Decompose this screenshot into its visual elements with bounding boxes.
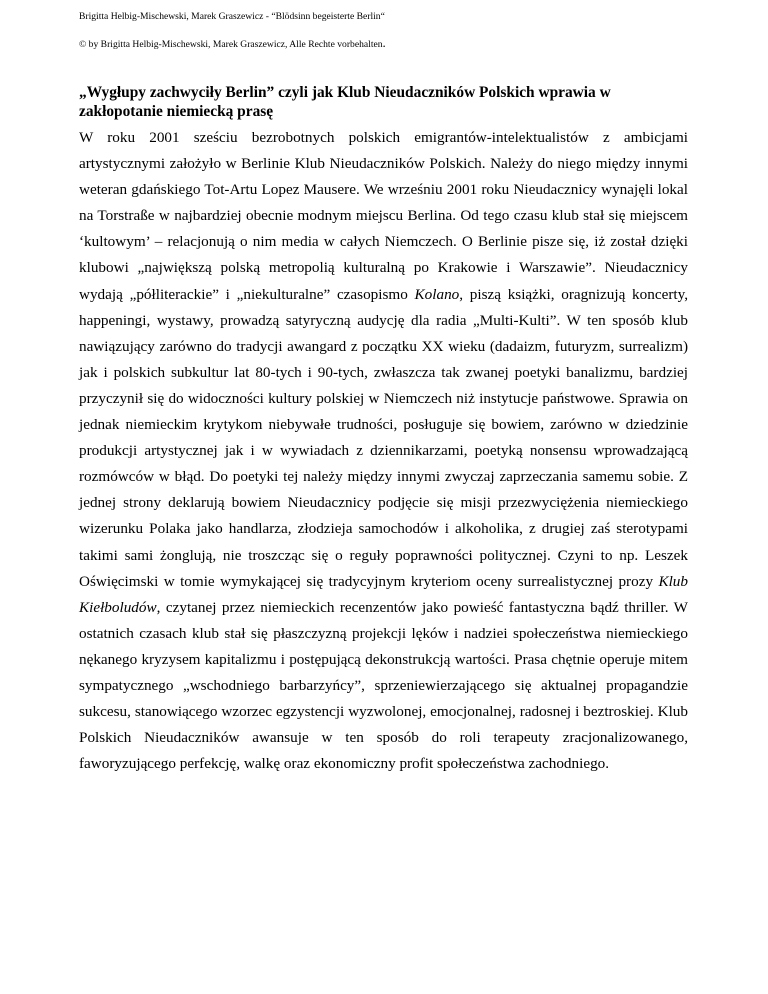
book-title-klub-kielboludow: Klub Kiełboludów xyxy=(79,572,688,616)
copyright-period: . xyxy=(382,35,386,50)
article-body xyxy=(79,125,688,777)
body-text-part-1: W roku 2001 sześciu bezrobotnych polskich emigrantów-intelektualistów z ambicjami artystycznymi założyło w Berlinie Klub Nieudaczników Polskich. Należy do niego między innymi weteran gdańskiego Tot-Artu Lopez Mausere. We wrześniu 2001 roku Nieudacznicy wynajęli lokal na Torstraße w najbardziej obecnie modnym miejscu Berlina. Od tego czasu klub stał się miejscem ‘kultowym’ – relacjonują o nim media w całych Niemczech. O Berlinie pisze się, iż został dzięki klubowi „największą polską metropolią kulturalną po Krakowie i Warszawie”. Nieudacznicy wydają „półliterackie” i „niekulturalne” czasopismo xyxy=(79,129,688,303)
copyright-text: © by Brigitta Helbig-Mischewski, Marek Graszewicz, Alle Rechte vorbehalten xyxy=(79,39,383,50)
copyright-header xyxy=(79,37,386,51)
body-text-part-3: , czytanej przez niemieckich recenzentów jako powieść fantastyczna bądź thriller. W ostatnich czasach klub stał się płaszczyzną projekcji lęków i nadziei społeczeństwa niemieckiego nękanego kryzysem kapitalizmu i postępującą dekonstrukcją wartości. Prasa chętnie operuje mitem sympatycznego „wschodniego barbarzyńcy”, sprzeniewierzającego się aktualnej propagandzie sukcesu, stanowiącego wzorzec egzystencji wyzwolonej, emocjonalnej, radosnej i beztroskiej. Klub Polskich Nieudaczników awansuje w ten sposób do roli terapeuty zracjonalizowanego, faworyzującego perfekcję, walkę oraz ekonomiczny profit społeczeństwa zachodniego. xyxy=(79,598,688,773)
body-text-part-2: , piszą książki, oragnizują koncerty, happeningi, wystawy, prowadzą satyryczną audycję dla radia „Multi-Kulti”. W ten sposób klub nawiązujący zarówno do tradycji awangard z początku XX wieku (dadaizm, futuryzm, surrealizm) jak i polskich subkultur lat 80-tych i 90-tych, zwłaszcza tak zwanej poetyki banalizmu, bardziej przyczynił się do widoczności kultury polskiej w Niemczech niż instytucje państwowe. Sprawia on jednak niemieckim krytykom niebywałe trudności, posługuje się bowiem, zarówno w dziedzinie produkcji artystycznej jak i w wywiadach z dziennikarzami, poetyką nonsensu wprowadzającą rozmówców w błąd. Do poetyki tej należy między innymi zwyczaj zaprzeczania samemu sobie. Z jednej strony deklarują bowiem Nieudacznicy podjęcie się misji przezwyciężenia niemieckiego wizerunku Polaka jako handlarza, złodzieja samochodów i alkoholika, z drugiej zaś sterotypami takimi sami żonglują, nie troszcząc się o reguły poprawności politycznej. Czyni to np. Leszek Oświęcimski w tomie wymykającej się tradycyjnym kryteriom oceny surrealistycznej prozy xyxy=(79,285,688,590)
magazine-title-kolano: Kolano xyxy=(414,285,460,303)
author-header: Brigitta Helbig-Mischewski, Marek Graszewicz - “Blödsinn begeisterte Berlin“ xyxy=(79,11,385,22)
article-title: „Wygłupy zachwyciły Berlin” czyli jak Klub Nieudaczników Polskich wprawia w zakłopotanie niemiecką prasę xyxy=(79,84,611,120)
